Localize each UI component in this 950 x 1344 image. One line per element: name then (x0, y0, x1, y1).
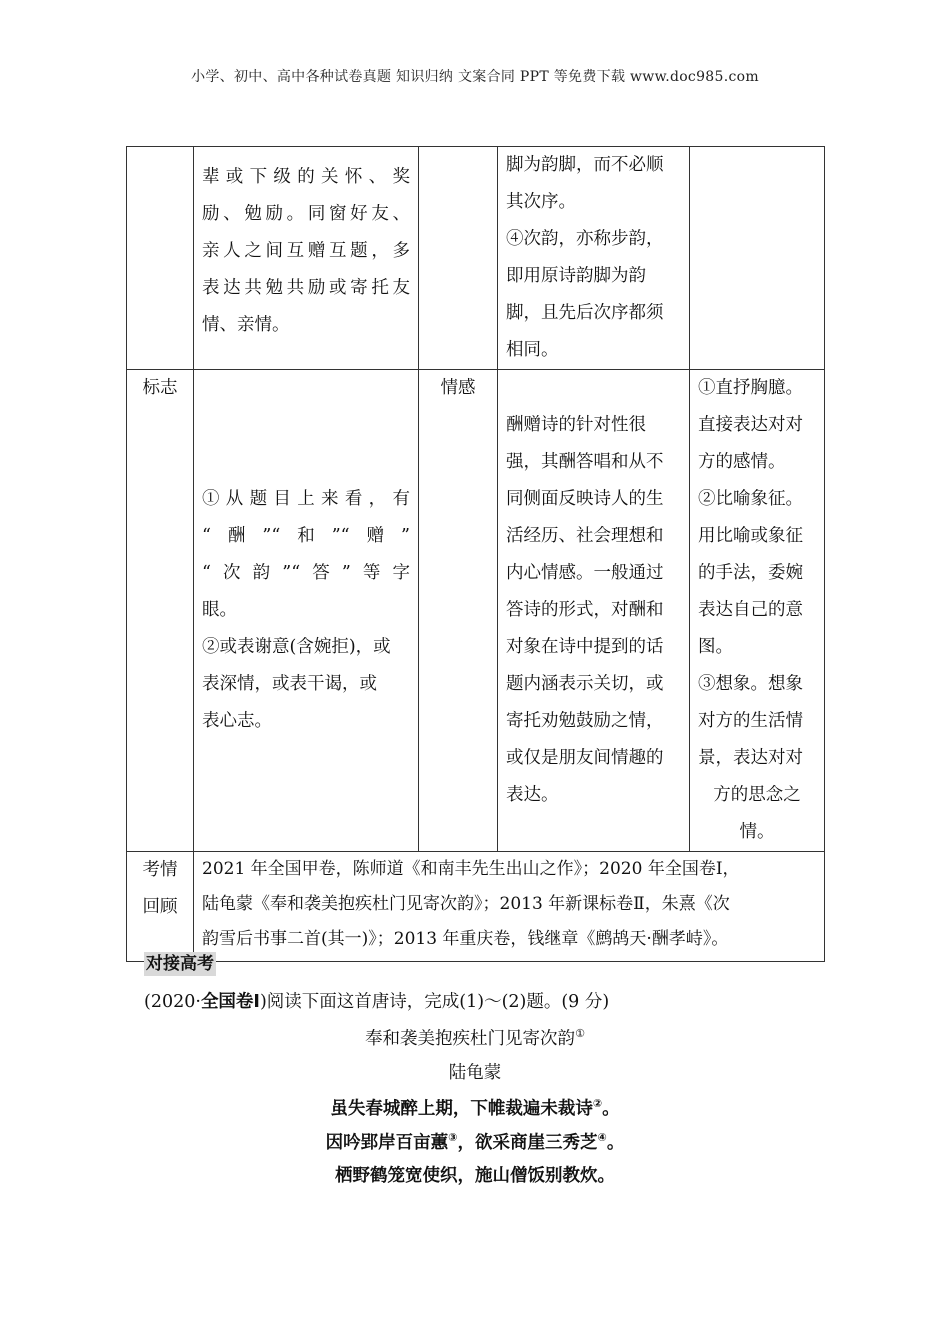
poem-title-text: 奉和袭美抱疾杜门见寄次韵 (365, 1029, 576, 1049)
table-cell-empty (127, 147, 194, 370)
cell-line: “次韵”“答”等字 (202, 563, 410, 583)
table-row (127, 147, 825, 370)
cell-line: 2021 年全国甲卷，陈师道《和南丰先生出山之作》；2020 年全国卷Ⅰ， (202, 859, 740, 879)
cell-line: ④次韵，亦称步韵， (506, 229, 664, 249)
cell-line: 内心情感。一般通过 (506, 563, 664, 583)
poem-text: 虽失春城醉上期，下帷裁遍未裁诗 (330, 1099, 593, 1119)
cell-line: 励、勉励。同窗好友、 (202, 204, 410, 224)
cell-line: 相同。 (506, 340, 559, 360)
cell-line: 表达共勉共励或寄托友 (202, 278, 410, 298)
footnote-marker: ④ (597, 1131, 607, 1145)
table-cell-empty (419, 147, 498, 370)
cell-line: 图。 (698, 637, 733, 657)
poem-title (0, 1026, 950, 1052)
page-header: 小学、初中、高中各种试卷真题 知识归纳 文案合同 PPT 等免费下载 www.doc985.com (191, 69, 759, 85)
cell-line: 的手法，委婉 (698, 563, 803, 583)
cell-line: 同侧面反映诗人的生 (506, 489, 664, 509)
cell-line: 方的思念之 (713, 785, 801, 805)
table-cell-markers (194, 370, 419, 852)
cell-line: 即用原诗韵脚为韵 (506, 266, 646, 286)
cell-line: 方的感情。 (698, 452, 786, 472)
cell-line: 寄托劝勉鼓励之情， (506, 711, 664, 731)
cell-line: 活经历、社会理想和 (506, 526, 664, 546)
poem-author: 陆龟蒙 (448, 1063, 502, 1083)
cell-line: 陆龟蒙《奉和袭美抱疾杜门见寄次韵》；2013 年新课标卷Ⅱ，朱熹《次 (202, 894, 730, 914)
cell-line: 脚为韵脚，而不必顺 (506, 155, 664, 175)
cell-line: 表心志。 (202, 711, 272, 731)
cell-line: 脚，且先后次序都须 (506, 303, 664, 323)
footnote-marker: ② (592, 1097, 603, 1111)
footnote-marker: ① (575, 1027, 585, 1041)
cell-line: 其次序。 (506, 192, 576, 212)
footnote-marker: ③ (448, 1131, 458, 1145)
cell-line: ①直抒胸臆。 (698, 378, 803, 398)
table-cell-rhyme-continued (498, 147, 690, 370)
cell-line: 答诗的形式，对酬和 (506, 600, 664, 620)
cell-line: 直接表达对对 (698, 415, 803, 435)
row-label-exam-review (127, 852, 194, 962)
table-cell-empty (690, 147, 825, 370)
intro-suffix: )阅读下面这首唐诗，完成(1)～(2)题。(9 分) (259, 992, 610, 1012)
table-cell-emotion (498, 370, 690, 852)
cell-line: 用比喻或象征 (698, 526, 803, 546)
poem-text: 。 (602, 1099, 620, 1119)
table-cell-function-continued (194, 147, 419, 370)
cell-line: 对象在诗中提到的话 (506, 637, 664, 657)
cell-line: 酬赠诗的针对性很 (506, 415, 646, 435)
cell-line: 景，表达对对 (698, 748, 803, 768)
intro-exam-name: 全国卷Ⅰ (200, 992, 260, 1012)
poetry-type-table (126, 146, 825, 962)
row-label-emotion: 情感 (419, 370, 498, 852)
cell-line: 亲人之间互赠互题，多 (202, 241, 410, 261)
table-row (127, 370, 825, 852)
cell-line: 情、亲情。 (202, 315, 290, 335)
cell-line: 或仅是朋友间情趣的 (506, 748, 664, 768)
poem-text: 因吟郢岸百亩蕙 (325, 1133, 449, 1153)
poem-text: 。 (606, 1133, 625, 1153)
table-cell-techniques (690, 370, 825, 852)
poem-line (0, 1130, 950, 1156)
cell-line: 对方的生活情 (698, 711, 803, 731)
label-line: 考情 (142, 860, 178, 880)
poem-line (0, 1096, 950, 1122)
table-cell-exam-review (194, 852, 825, 962)
section-heading: 对接高考 (146, 954, 214, 974)
cell-line: ②比喻象征。 (698, 489, 803, 509)
cell-line: 韵雪后书事二首(其一)》；2013 年重庆卷，钱继章《鹧鸪天·酬孝峙》。 (202, 929, 729, 949)
cell-line: 辈或下级的关怀、奖 (202, 167, 410, 187)
poem-line: 栖野鹤笼宽使织，施山僧饭别教炊。 (335, 1166, 615, 1186)
row-label-marker: 标志 (127, 370, 194, 852)
table-row (127, 852, 825, 962)
label-line: 回顾 (142, 897, 178, 917)
intro-prefix: (2020· (144, 992, 201, 1012)
cell-line: 表达自己的意 (698, 600, 803, 620)
cell-line: 题内涵表示关切，或 (506, 674, 664, 694)
question-intro (144, 990, 609, 1014)
cell-line: 情。 (739, 822, 775, 842)
cell-line: “酬”“和”“赠” (202, 526, 410, 546)
poem-text: ，欲采商崖三秀芝 (457, 1133, 598, 1153)
cell-line: 眼。 (202, 600, 237, 620)
cell-line: ①从题目上来看，有 (202, 489, 410, 509)
cell-line: ②或表谢意(含婉拒)，或 (202, 637, 391, 657)
cell-line: 强，其酬答唱和从不 (506, 452, 664, 472)
cell-line: 表深情，或表干谒，或 (202, 674, 377, 694)
cell-line: ③想象。想象 (698, 674, 803, 694)
cell-line: 表达。 (506, 785, 559, 805)
